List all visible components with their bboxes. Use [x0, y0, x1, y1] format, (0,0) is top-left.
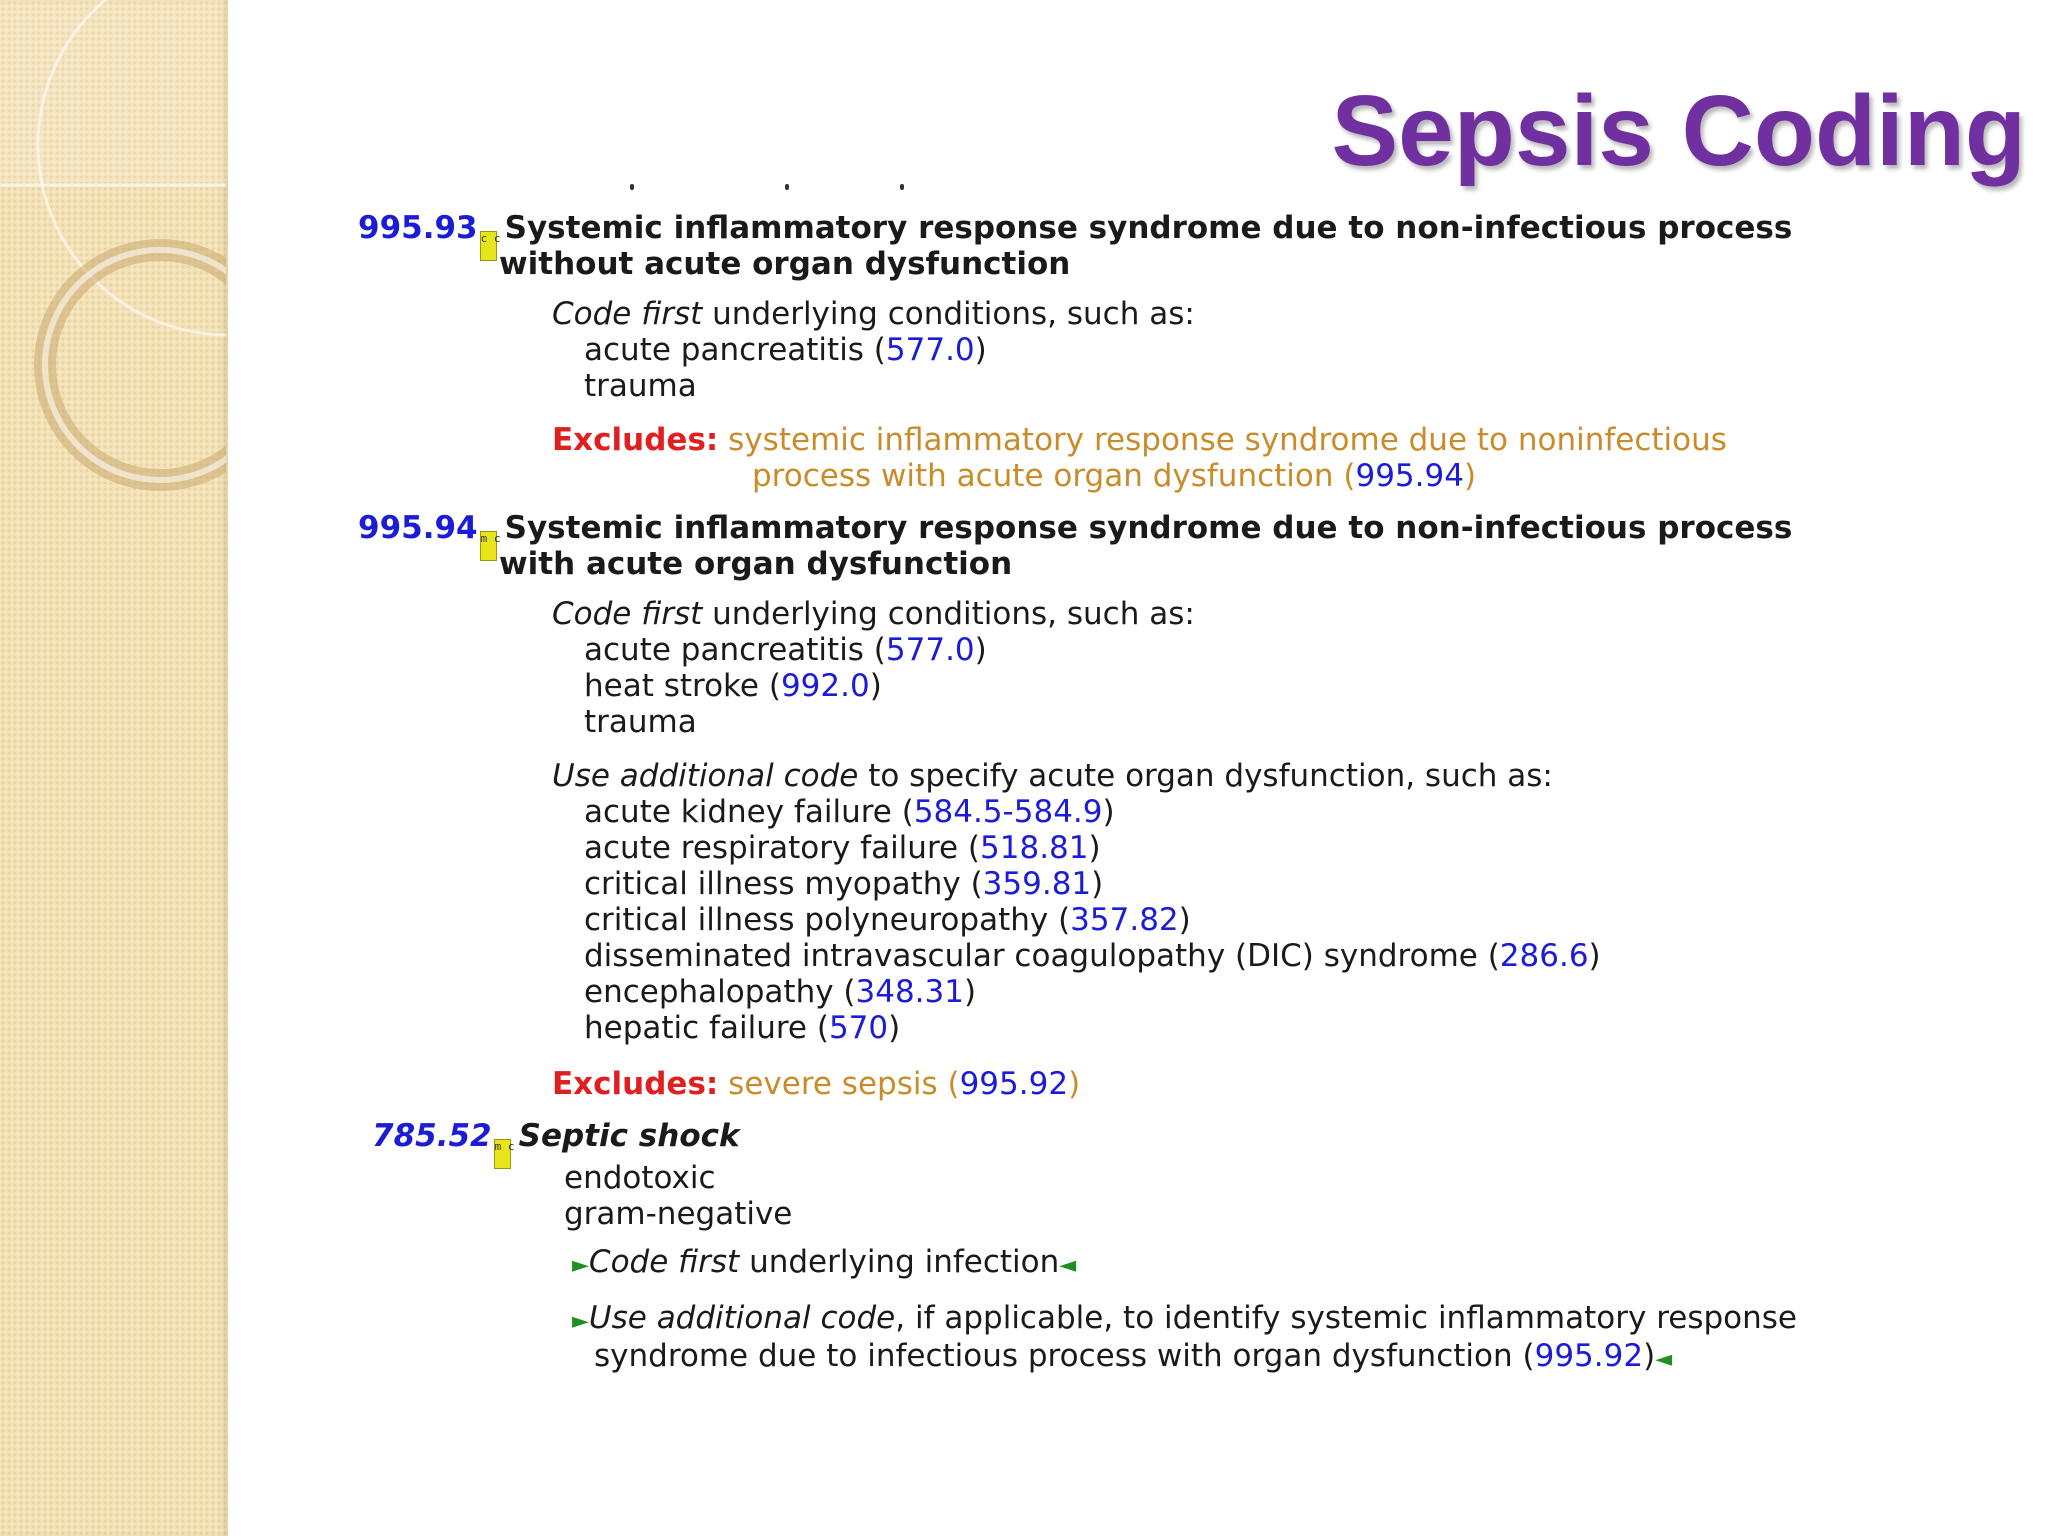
slide-title: Sepsis Coding [1331, 75, 2026, 187]
list-item-text: trauma [584, 704, 697, 740]
list-item-close: ) [1088, 830, 1101, 866]
list-item-close: ) [1102, 794, 1115, 830]
code-first-label: Code first [588, 1244, 740, 1280]
list-item [584, 938, 1601, 974]
code-first-note [552, 296, 1195, 332]
list-item [584, 1010, 900, 1046]
list-item-text: trauma [584, 368, 697, 404]
code-first-label: Code first [552, 296, 703, 332]
code-link-995-93[interactable]: 995.93 [358, 210, 478, 246]
code-link-995-92[interactable]: 995.92 [959, 1066, 1069, 1102]
mcc-badge-icon: m c [480, 531, 497, 561]
arrow-right-icon: ► [572, 1309, 589, 1334]
code-first-label: Code first [552, 596, 703, 632]
list-item-close: ) [974, 632, 987, 668]
list-item-text: heat stroke ( [584, 668, 781, 704]
entry-title-line2: with acute organ dysfunction [499, 546, 1013, 582]
use-additional-note [572, 1300, 1797, 1340]
code-link-357-82[interactable]: 357.82 [1070, 902, 1179, 938]
list-item [584, 794, 1115, 830]
arrow-right-icon: ► [572, 1253, 589, 1278]
entry-title-line1: Systemic inflammatory response syndrome due to non-infectious process [504, 210, 1793, 246]
cc-badge-icon: c c [480, 231, 497, 261]
code-link-577-0[interactable]: 577.0 [885, 632, 975, 668]
list-item-text: acute pancreatitis ( [584, 332, 886, 368]
code-link-785-52[interactable]: 785.52 [372, 1118, 492, 1154]
code-first-text: underlying conditions, such as: [702, 296, 1195, 332]
list-item [584, 632, 987, 668]
list-item-text: critical illness myopathy ( [584, 866, 983, 902]
excludes-note [552, 422, 1727, 458]
use-additional-label: Use additional code [588, 1300, 896, 1336]
list-item: endotoxic [564, 1160, 716, 1196]
list-item-close: ) [974, 332, 987, 368]
list-item-text: disseminated intravascular coagulopathy (DIC) syndrome ( [584, 938, 1500, 974]
list-item [584, 668, 882, 704]
list-item [584, 866, 1103, 902]
excludes-text-line1: systemic inflammatory response syndrome due to noninfectious [728, 422, 1727, 458]
list-item: gram-negative [564, 1196, 793, 1232]
use-additional-text: , if applicable, to identify systemic inflammatory response [895, 1300, 1797, 1336]
excludes-close: ) [1463, 458, 1477, 494]
list-item [584, 830, 1101, 866]
list-item-text: critical illness polyneuropathy ( [584, 902, 1071, 938]
mcc-badge-icon: m c [494, 1139, 511, 1169]
arrow-left-icon: ◄ [1655, 1347, 1673, 1372]
use-additional-note [552, 758, 1553, 794]
use-additional-text: to specify acute organ dysfunction, such as: [858, 758, 1553, 794]
list-item-close: ) [888, 1010, 901, 1046]
entry-title: Septic shock [518, 1118, 740, 1154]
use-additional-label: Use additional code [552, 758, 859, 794]
code-first-note [572, 1244, 1076, 1284]
arrow-left-icon: ◄ [1059, 1253, 1077, 1278]
code-link-570[interactable]: 570 [828, 1010, 889, 1046]
code-link-286-6[interactable]: 286.6 [1499, 938, 1589, 974]
excludes-line2 [752, 458, 1476, 494]
list-item [584, 974, 976, 1010]
code-link-992-0[interactable]: 992.0 [780, 668, 870, 704]
list-item-text: acute pancreatitis ( [584, 632, 886, 668]
entry-title-line1: Systemic inflammatory response syndrome due to non-infectious process [504, 510, 1793, 546]
excludes-label: Excludes: [552, 422, 719, 458]
code-link-359-81[interactable]: 359.81 [982, 866, 1092, 902]
sidebar-edge [226, 0, 228, 1536]
excludes-close: ) [1068, 1066, 1081, 1102]
list-item-text: encephalopathy ( [584, 974, 856, 1010]
clipped-text-remnant [610, 180, 910, 194]
excludes-text: severe sepsis ( [728, 1066, 960, 1102]
decorative-sidebar [0, 0, 228, 1536]
excludes-label: Excludes: [552, 1066, 719, 1102]
code-link-577-0[interactable]: 577.0 [885, 332, 975, 368]
list-item [584, 332, 987, 368]
list-item-text: acute kidney failure ( [584, 794, 914, 830]
excludes-note [552, 1066, 1080, 1102]
use-additional-text-line2: syndrome due to infectious process with organ dysfunction ( [594, 1338, 1535, 1374]
list-item-text: acute respiratory failure ( [584, 830, 981, 866]
code-link-995-94[interactable]: 995.94 [1355, 458, 1464, 494]
code-link-348-31[interactable]: 348.31 [855, 974, 964, 1010]
list-item [584, 902, 1191, 938]
code-link-995-94-header[interactable]: 995.94 [358, 510, 478, 546]
entry-title-line2: without acute organ dysfunction [499, 246, 1071, 282]
list-item-close: ) [1588, 938, 1601, 974]
use-additional-close: ) [1643, 1338, 1656, 1374]
list-item-text: hepatic failure ( [584, 1010, 829, 1046]
list-item-close: ) [964, 974, 977, 1010]
use-additional-line2 [594, 1338, 1672, 1378]
code-link-995-92[interactable]: 995.92 [1534, 1338, 1644, 1374]
list-item-close: ) [1178, 902, 1191, 938]
code-first-note [552, 596, 1195, 632]
list-item-close: ) [869, 668, 882, 704]
code-link-518-81[interactable]: 518.81 [980, 830, 1089, 866]
list-item [584, 704, 697, 740]
code-first-text: underlying infection [739, 1244, 1060, 1280]
excludes-text-line2: process with acute organ dysfunction ( [752, 458, 1356, 494]
list-item [584, 368, 697, 404]
code-link-584-5[interactable]: 584.5-584.9 [913, 794, 1103, 830]
decorative-rings [0, 0, 228, 520]
code-first-text: underlying conditions, such as: [702, 596, 1195, 632]
list-item-close: ) [1091, 866, 1104, 902]
